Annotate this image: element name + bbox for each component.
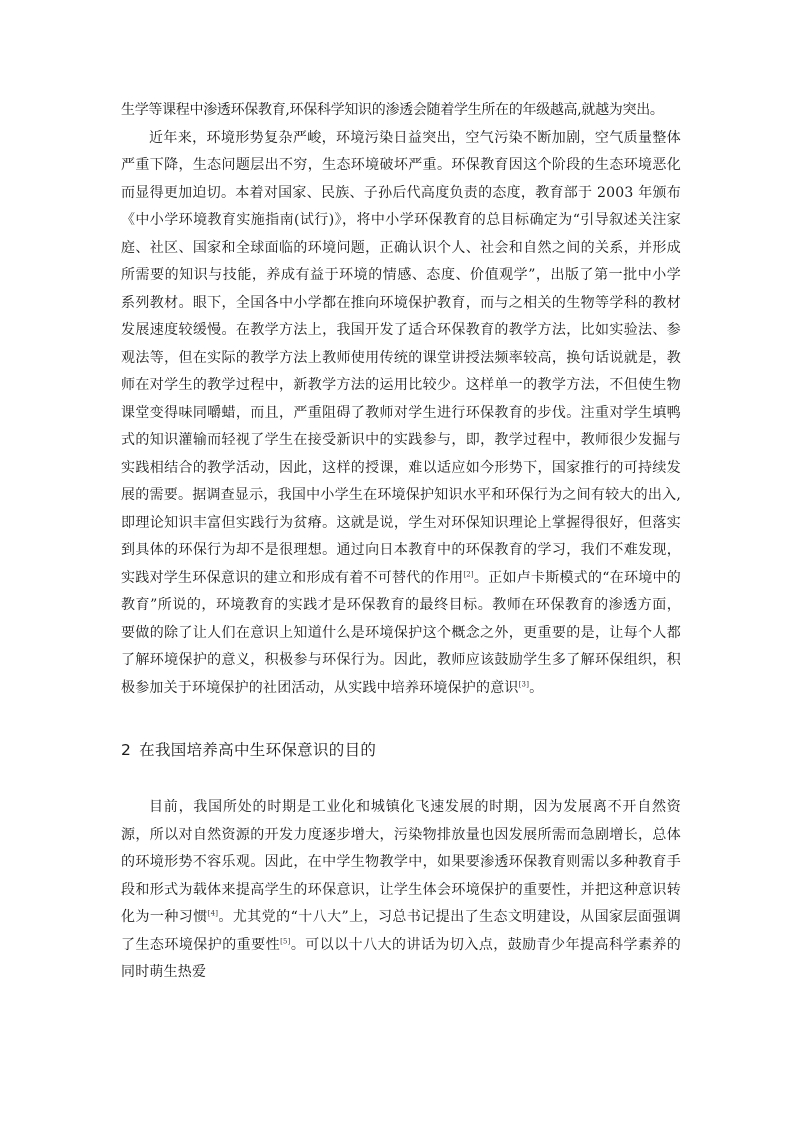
paragraph-text: 。正如卢卡斯模式的“在环境中的教育”所说的，环境教育的实践才是环保教育的最终目标。教师在环保教育的渗透方面，要做的除了让人们在意识上知道什么是环境保护这个概念之外，更重要的是，让每个人都了解环境保护的意义，积极参与环保行为。因此，教师应该鼓励学生多了解环保组织，积极参加关于环境保护的社团活动，从实践中培养环境保护的意识 bbox=[121, 569, 681, 696]
citation-marker: [3] bbox=[518, 679, 530, 688]
paragraph-current-period bbox=[121, 794, 681, 987]
citation-marker: [4] bbox=[207, 909, 219, 918]
paragraph-text: 。可以以十八大的讲话为切入点，鼓励青少年提高科学素养的同时萌生热爱 bbox=[121, 936, 681, 980]
section-title: 在我国培养高中生环保意识的目的 bbox=[139, 741, 377, 759]
paragraph-text: 目前，我国所处的时期是工业化和城镇化飞速发展的时期，因为发展离不开自然资源，所以对自然资源的开发力度逐步增大，污染物排放量也因发展所需而急剧增长，总体的环境形势不容乐观。因此，在中学生物教学中，如果要渗透环保教育则需以多种教育手段和形式为载体来提高学生的环保意识，让学生体会环境保护的重要性，并把这种意识转化为一种习惯 bbox=[121, 799, 681, 925]
section-heading bbox=[121, 738, 681, 762]
paragraph-text: 近年来，环境形势复杂严峻，环境污染日益突出，空气污染不断加剧，空气质量整体严重下降，生态问题层出不穷，生态环境破坏严重。环保教育因这个阶段的生态环境恶化而显得更加迫切。本着对国家、民族、子孙后代高度负责的态度，教育部于 2003 年颁布《中小学环境教育实施指南(试行)》，将中小学环保教育的总目标确定为“引导叙述关注家庭、社区、国家和全球面临的环境问题，正确认识个人、社会和自然之间的关系，并形成所需要的知识与技能，养成有益于环境的情感、态度、价值观学”，出版了第一批中小学系列教材。眼下，全国各中小学都在推向环境保护教育，而与之相关的生物等学科的教材发展速度较缓慢。在教学方法上，我国开发了适合环保教育的教学方法，比如实验法、参观法等，但在实际的教学方法上教师使用传统的课堂讲授法频率较高，换句话说就是，教师在对学生的教学过程中，新教学方法的运用比较少。这样单一的教学方法，不但使生物课堂变得味同嚼蜡，而且，严重阻碍了教师对学生进行环保教育的步伐。注重对学生填鸭式的知识灌输而轻视了学生在接受新识中的实践参与，即，教学过程中，教师很少发掘与实践相结合的教学活动，因此，这样的授课，难以适应如今形势下，国家推行的可持续发展的需要。据调查显示，我国中小学生在环境保护知识水平和环保行为之间有较大的出入,即理论知识丰富但实践行为贫瘠。这就是说，学生对环保知识理论上掌握得很好，但落实到具体的环保行为却不是很理想。通过向日本教育中的环保教育的学习，我们不难发现，实践对学生环保意识的建立和形成有着不可替代的作用 bbox=[121, 129, 681, 586]
section-number: 2 bbox=[121, 741, 132, 759]
citation-marker: [2] bbox=[463, 569, 474, 578]
paragraph-text: 。 bbox=[529, 679, 544, 696]
paragraph-continuation bbox=[121, 97, 681, 125]
spacer bbox=[121, 762, 681, 794]
paragraph-recent-years bbox=[121, 125, 681, 703]
citation-marker: [5] bbox=[280, 936, 291, 945]
paragraph-text: 生学等课程中渗透环保教育,环保科学知识的渗透会随着学生所在的年级越高,就越为突出。 bbox=[121, 102, 664, 118]
paragraph-text: 。尤其党的“十八大”上，习总书记提出了生态文明建设，从国家层面强调了生态环境保护的重要性 bbox=[121, 909, 681, 953]
document-page bbox=[121, 97, 681, 987]
